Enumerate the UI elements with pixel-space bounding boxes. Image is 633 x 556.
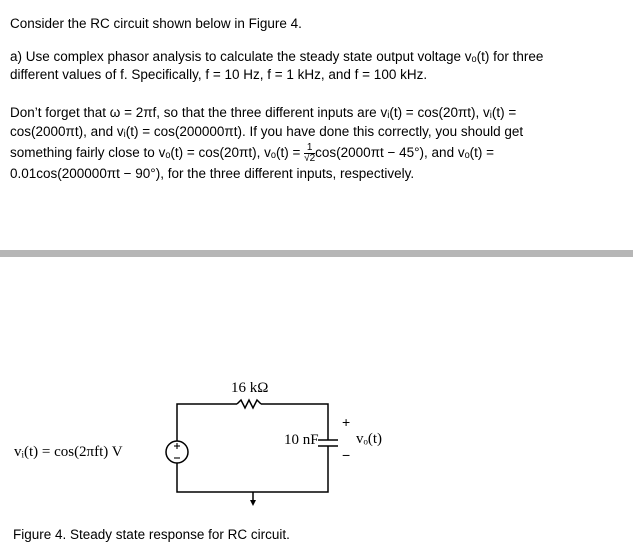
wire-top-left bbox=[177, 404, 237, 430]
intro-text: Consider the RC circuit shown below in Figure 4. bbox=[10, 16, 302, 31]
resistor-label: 16 kΩ bbox=[231, 380, 269, 396]
output-minus-sign: − bbox=[342, 447, 351, 463]
capacitor-label: 10 nF bbox=[284, 432, 319, 448]
output-plus-sign: + bbox=[342, 414, 351, 430]
one-over-root-two: $\frac{1}{√2}$ bbox=[304, 142, 316, 164]
hint-line-3-end: cos(2000πt − 45°), and vₒ(t) = bbox=[315, 145, 495, 161]
resistor-symbol bbox=[237, 400, 261, 408]
output-voltage-label: vₒ(t) bbox=[356, 431, 382, 447]
hint-line-1: Don’t forget that ω = 2πf, so that the three different inputs are vᵢ(t) = cos(20πt), vᵢ(t) = bbox=[10, 105, 517, 120]
source-label: vᵢ(t) = cos(2πft) V bbox=[14, 444, 123, 460]
wire-bottom bbox=[177, 446, 328, 492]
part-a-line-2: different values of f. Specifically, f = 10 Hz, f = 1 kHz, and f = 100 kHz. bbox=[10, 67, 428, 82]
hint-line-3-start: something fairly close to vₒ(t) = cos(20πt), vₒ(t) = bbox=[10, 145, 305, 161]
ground-arrow-icon bbox=[250, 500, 256, 506]
hint-line-2: cos(2000πt), and vᵢ(t) = cos(200000πt). If you have done this correctly, you should get bbox=[10, 124, 524, 139]
part-a-line-1: a) Use complex phasor analysis to calculate the steady state output voltage vₒ(t) for three bbox=[10, 49, 544, 64]
hint-line-4: 0.01cos(200000πt − 90°), for the three different inputs, respectively. bbox=[10, 166, 415, 181]
figure-caption: Figure 4. Steady state response for RC circuit. bbox=[13, 527, 290, 542]
